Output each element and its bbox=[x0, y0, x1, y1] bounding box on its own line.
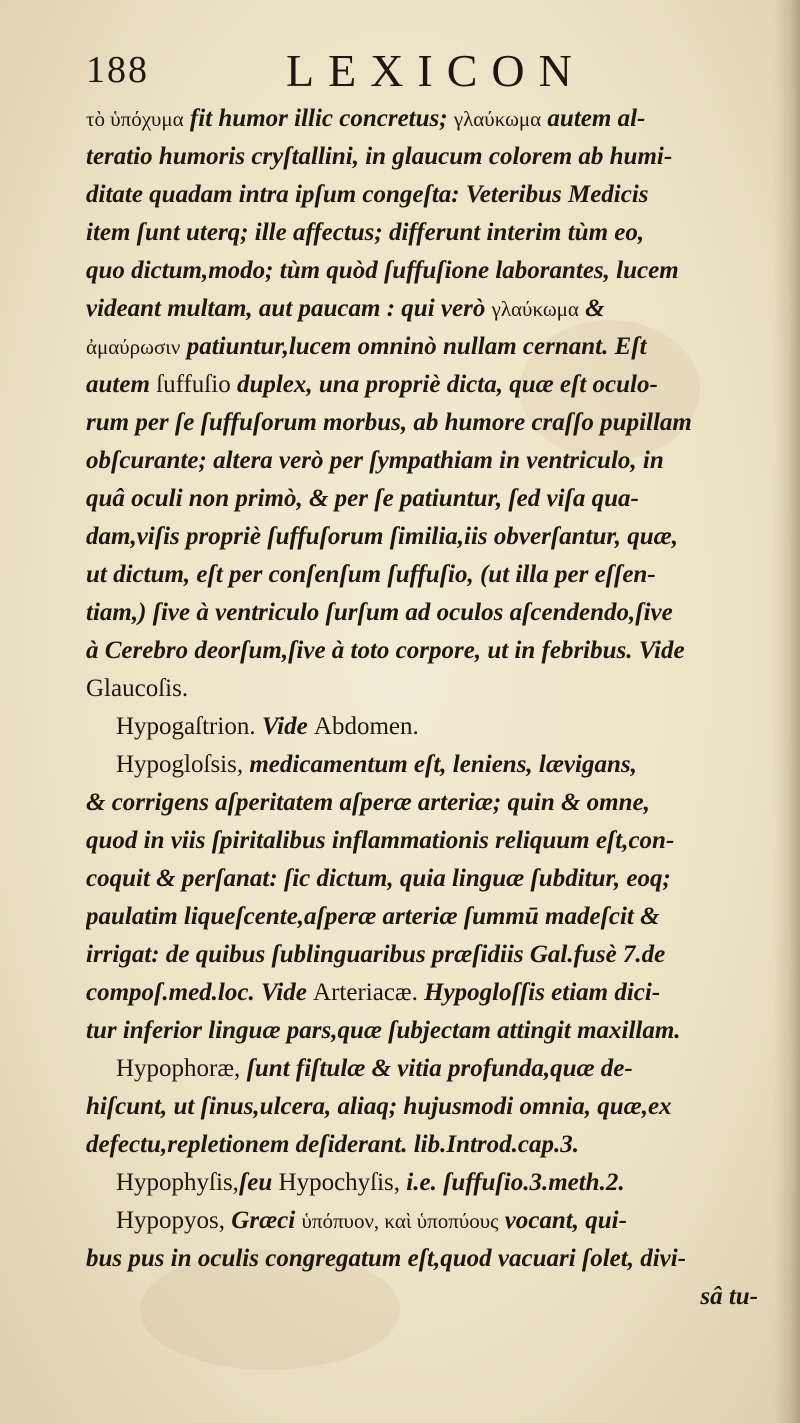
italic-text: tiam,) ſive à ventriculo ſurſum ad oculos aſcendendo,ſive bbox=[86, 599, 673, 626]
text-line bbox=[86, 632, 776, 670]
italic-text: videant multam, aut paucam : qui verò bbox=[86, 295, 492, 322]
text-line bbox=[86, 1278, 776, 1316]
italic-text: autem bbox=[86, 371, 157, 398]
lexicon-text-block bbox=[86, 100, 776, 1316]
text-line bbox=[86, 480, 776, 518]
italic-text: ſunt fiſtulæ & vitia profunda,quæ de- bbox=[240, 1055, 633, 1082]
text-line bbox=[86, 138, 776, 176]
text-line bbox=[86, 252, 776, 290]
roman-term: Arteriacæ. bbox=[313, 979, 418, 1006]
italic-text: teratio humoris cryſtallini, in glaucum colorem ab humi- bbox=[86, 143, 673, 170]
text-line bbox=[86, 1126, 776, 1164]
italic-text: defectu,repletionem deſiderant. lib.Introd.cap.3. bbox=[86, 1131, 580, 1158]
italic-text: dam,viſis propriè ſuffuſorum ſimilia,iis obverſantur, quæ, bbox=[86, 523, 678, 550]
italic-text: patiuntur,lucem omninò nullam cernant. Eſt bbox=[180, 333, 647, 360]
greek-term: γλαύκωμα bbox=[453, 107, 542, 131]
entry-headline bbox=[86, 708, 776, 746]
italic-text: tur inferior linguæ pars,quæ ſubjectam attingit maxillam. bbox=[86, 1017, 681, 1044]
italic-text: duplex, una propriè dicta, quæ eſt oculo- bbox=[230, 371, 658, 398]
italic-text: medicamentum eſt, leniens, lævigans, bbox=[243, 751, 637, 778]
text-line bbox=[86, 176, 776, 214]
text-line bbox=[86, 784, 776, 822]
italic-text: ut dictum, eſt per conſenſum ſuffuſio, (ut illa per eſſen- bbox=[86, 561, 656, 588]
italic-text: compoſ.med.loc. Vide bbox=[86, 979, 314, 1006]
greek-term: ἀμαύρωσιν bbox=[86, 335, 181, 359]
italic-text: ditate quadam intra ipſum congeſta: Veteribus Medicis bbox=[86, 181, 649, 208]
text-line bbox=[86, 518, 776, 556]
entry-headline bbox=[86, 746, 776, 784]
italic-text: Hypogloſſis etiam dici- bbox=[417, 979, 661, 1006]
roman-term: Hypochyſis, bbox=[278, 1169, 401, 1196]
roman-term: Glaucoſis. bbox=[86, 675, 189, 702]
page-number: 188 bbox=[86, 49, 149, 91]
text-line bbox=[86, 822, 776, 860]
italic-text: & corrigens aſperitatem aſperæ arteriæ; quin & omne, bbox=[86, 789, 650, 816]
page-edge-shadow bbox=[774, 0, 800, 1423]
italic-text: sâ tu- bbox=[700, 1283, 758, 1310]
greek-term: γλαύκωμα bbox=[491, 297, 579, 321]
text-line bbox=[86, 442, 776, 480]
italic-text: ſeu bbox=[238, 1169, 279, 1196]
text-line bbox=[86, 290, 776, 328]
italic-text: hiſcunt, ut ſinus,ulcera, aliaq; hujusmodi omnia, quæ,ex bbox=[86, 1093, 672, 1120]
text-line bbox=[86, 556, 776, 594]
italic-text: obſcurante; altera verò per ſympathiam in ventriculo, in bbox=[86, 447, 664, 474]
text-line bbox=[86, 936, 776, 974]
entry-headline bbox=[86, 1202, 776, 1240]
running-title: LEXICON bbox=[286, 45, 586, 96]
text-line bbox=[86, 366, 776, 404]
italic-text: bus pus in oculis congregatum eſt,quod vacuari ſolet, divi- bbox=[86, 1245, 687, 1272]
text-line bbox=[86, 1240, 776, 1278]
italic-text: paulatim liqueſcente,aſperæ arteriæ ſummū madeſcit & bbox=[86, 903, 660, 930]
text-line bbox=[86, 214, 776, 252]
running-head bbox=[86, 44, 786, 100]
text-line bbox=[86, 100, 776, 138]
italic-text: vocant, qui- bbox=[498, 1207, 627, 1234]
text-line bbox=[86, 974, 776, 1012]
text-line bbox=[86, 860, 776, 898]
entry-headline bbox=[86, 1050, 776, 1088]
italic-text: irrigat: de quibus ſublinguaribus præſidiis Gal.fusè 7.de bbox=[86, 941, 666, 968]
italic-text: item ſunt uterq; ille affectus; differunt interim tùm eo, bbox=[86, 219, 645, 246]
text-line bbox=[86, 898, 776, 936]
italic-text: autem al- bbox=[541, 105, 646, 132]
italic-text: à Cerebro deorſum,ſive à toto corpore, ut in febribus. Vide bbox=[86, 637, 685, 664]
roman-term: Hypopyos, bbox=[116, 1207, 226, 1234]
italic-text: i.e. ſuffuſio.3.meth.2. bbox=[400, 1169, 625, 1196]
roman-term: Hypogloſsis, bbox=[116, 751, 244, 778]
greek-term: ὑπόπυον, καὶ ὑποπύους bbox=[301, 1209, 499, 1233]
text-line bbox=[86, 1012, 776, 1050]
italic-text: quâ oculi non primò, & per ſe patiuntur, ſed viſa qua- bbox=[86, 485, 639, 512]
roman-term: ſuffuſio bbox=[156, 371, 231, 398]
italic-text: Græci bbox=[225, 1207, 302, 1234]
roman-term: Abdomen. bbox=[313, 713, 419, 740]
text-line bbox=[86, 328, 776, 366]
entry-headline bbox=[86, 1164, 776, 1202]
roman-term: Hypogaſtrion. bbox=[116, 713, 262, 740]
roman-term: Hypophoræ, bbox=[116, 1055, 241, 1082]
italic-text: fit humor illic concretus; bbox=[183, 105, 454, 132]
text-line bbox=[86, 404, 776, 442]
text-line bbox=[86, 1088, 776, 1126]
italic-text: coquit & perſanat: ſic dictum, quia linguæ ſubditur, eoq; bbox=[86, 865, 671, 892]
italic-text: rum per ſe ſuffuſorum morbus, ab humore craſſo pupillam bbox=[86, 409, 692, 436]
greek-term: τὸ ὑπόχυμα bbox=[86, 107, 184, 131]
roman-term: Hypophyſis, bbox=[116, 1169, 239, 1196]
italic-text: quod in viis ſpiritalibus inflammationis reliquum eſt,con- bbox=[86, 827, 675, 854]
italic-text: quo dictum,modo; tùm quòd ſuffuſione laborantes, lucem bbox=[86, 257, 679, 284]
italic-text: Vide bbox=[261, 713, 314, 740]
text-line bbox=[86, 670, 776, 708]
text-line bbox=[86, 594, 776, 632]
italic-text: & bbox=[578, 295, 605, 322]
